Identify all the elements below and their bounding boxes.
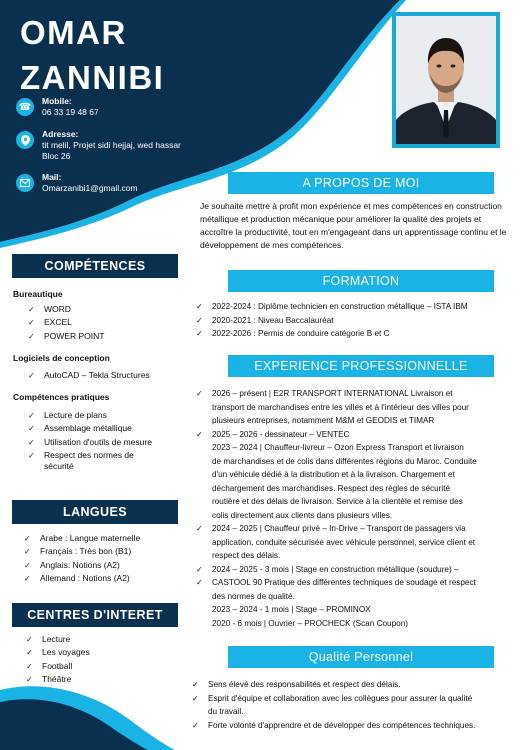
list-item: ✓ Les voyages bbox=[26, 647, 90, 658]
last-name: ZANNIBI bbox=[20, 59, 165, 96]
experience-line: transport de marchandises entre les villes et à l'intérieur des villes pour bbox=[212, 402, 469, 412]
experience-line: respect des délais. bbox=[212, 551, 281, 560]
apropos-text: Je souhaite mettre à profit mon expérience et mes compétences en construction métallique et production mécanique pour améliorer la qualité des projets et accroître la productivité, tout en m'engageant dans un apprentissage continu et le développement de mes compétences. bbox=[200, 201, 507, 250]
list-item: ✓ 2020-2021 : Niveau Baccalauréat bbox=[196, 314, 516, 328]
experience-list bbox=[196, 387, 516, 630]
list-item: ✓ Football bbox=[26, 660, 73, 671]
experience-line: 2023 – 2024 | Chauffeur-livreur – Ozon Express Transport et livraison bbox=[212, 443, 464, 452]
list-item: ✓ Utilisation d'outils de mesure bbox=[28, 436, 152, 447]
mail-value: Omarzanibi1@gmail.com bbox=[42, 183, 138, 193]
experience-line: application, conduite sécurisée avec véhicule personnel, service client et bbox=[212, 537, 476, 547]
mail-label: Mail: bbox=[42, 172, 62, 182]
list-item: ✓ CASTOOL 90 Pratique des différentes techniques de soudage et respect bbox=[196, 576, 516, 590]
check-icon: ✓ bbox=[196, 429, 203, 439]
bureautique-list bbox=[28, 304, 188, 344]
contact-mobile bbox=[16, 96, 206, 118]
address-line-1: tit melil, Projet sidi hejjaj, wed hassar bbox=[42, 140, 181, 150]
check-icon: ✓ bbox=[26, 635, 33, 644]
check-icon: ✓ bbox=[196, 524, 203, 533]
list-item: ✓ 2024 – 2025 | Chauffeur privé – In-Drive – Transport de passagers via bbox=[196, 522, 516, 536]
pratiques-list bbox=[28, 410, 158, 475]
check-icon: ✓ bbox=[26, 648, 33, 658]
check-icon: ✓ bbox=[196, 389, 203, 398]
location-pin-icon bbox=[16, 131, 34, 149]
check-icon: ✓ bbox=[196, 329, 203, 338]
formation-heading: FORMATION bbox=[228, 270, 494, 292]
list-item: ✓ Forte volonté d'apprendre et de développer des compétences techniques. bbox=[192, 719, 522, 733]
check-icon: ✓ bbox=[28, 424, 35, 434]
experience-line: déchargement des marchandises. Respect des règles de sécurité bbox=[212, 483, 451, 493]
competences-heading: COMPÉTENCES bbox=[12, 254, 178, 278]
footer-wave bbox=[0, 680, 200, 750]
address-line-2: Bloc 26 bbox=[42, 151, 71, 161]
experience-line: plusieurs entreprises, notamment M&M et GEODIS et TIMAR bbox=[212, 416, 435, 425]
check-icon: ✓ bbox=[192, 693, 199, 703]
check-icon: ✓ bbox=[28, 331, 35, 341]
experience-line: 2023 – 2024 - 1 mois | Stage – PROMINOX bbox=[212, 605, 371, 614]
conception-label: Logiciels de conception bbox=[13, 353, 110, 363]
pratiques-label: Compétences pratiques bbox=[13, 392, 110, 402]
list-item: ✓ 2022-2024 : Diplôme technicien en construction métallique – ISTA IBM bbox=[196, 300, 516, 314]
mobile-label: Mobile: bbox=[42, 96, 72, 106]
experience-heading: EXPERIENCE PROFESSIONNELLE bbox=[228, 355, 494, 377]
check-icon: ✓ bbox=[28, 371, 35, 380]
langues-list bbox=[24, 533, 194, 586]
list-item: ✓ WORD bbox=[28, 304, 71, 314]
contact-mail bbox=[16, 172, 206, 194]
apropos-heading: A PROPOS DE MOI bbox=[228, 172, 494, 194]
phone-icon: ☎ bbox=[16, 98, 34, 116]
list-item: ✓ Allemand : Notions (A2) bbox=[24, 572, 130, 583]
list-item: ✓ 2026 – présent | E2R TRANSPORT INTERNATIONAL Livraison et bbox=[196, 387, 516, 401]
check-icon: ✓ bbox=[192, 720, 199, 730]
list-item: ✓ 2022-2026 : Permis de conduire catégorie B et C bbox=[196, 327, 516, 341]
check-icon: ✓ bbox=[26, 674, 33, 684]
name-block bbox=[20, 10, 164, 100]
check-icon: ✓ bbox=[196, 315, 203, 325]
address-label: Adresse: bbox=[42, 129, 79, 139]
check-icon: ✓ bbox=[28, 318, 35, 328]
conception-list bbox=[28, 370, 188, 383]
formation-list bbox=[196, 300, 516, 341]
list-item: ✓ Lecture de plans bbox=[28, 410, 107, 420]
first-name: OMAR bbox=[20, 14, 127, 51]
langues-heading: LANGUES bbox=[12, 500, 178, 524]
contact-address bbox=[16, 129, 206, 162]
list-item: ✓ Respect des normes de sécurité bbox=[28, 449, 134, 472]
list-item: ✓ Anglais: Notions (A2) bbox=[24, 559, 120, 570]
check-icon: ✓ bbox=[28, 305, 35, 314]
list-item: ✓ Arabe : Langue maternelle bbox=[24, 533, 141, 543]
qualite-line: du travail. bbox=[208, 707, 244, 716]
check-icon: ✓ bbox=[28, 437, 35, 447]
list-item: ✓ Théâtre bbox=[26, 673, 72, 684]
experience-line: des normes de qualité. bbox=[212, 591, 295, 601]
list-item: ✓ 2024 – 2025 - 3 mois | Stage en construction métallique (soudure) – bbox=[196, 563, 516, 577]
list-item: ✓ Lecture bbox=[26, 634, 71, 644]
check-icon: ✓ bbox=[196, 564, 203, 574]
check-icon: ✓ bbox=[192, 680, 199, 689]
experience-line: d'un véhicule dédié à la distribution et à la livraison. Chargement et bbox=[212, 470, 455, 479]
check-icon: ✓ bbox=[24, 560, 31, 570]
list-item: ✓ Assemblage métallique bbox=[28, 423, 132, 434]
list-item: ✓ Esprit d'équipe et collaboration avec les collègues pour assurer la qualité bbox=[192, 692, 522, 706]
experience-line: routière et des délais de livraison. Service à la clientèle et remise des bbox=[212, 497, 463, 506]
profile-photo bbox=[392, 12, 500, 148]
experience-line: 2020 - 6 mois | Ouvrier – PROCHECK (Scan Coupon) bbox=[212, 618, 408, 628]
interets-list bbox=[26, 634, 176, 687]
list-item: ✓ AutoCAD – Tekla Structures bbox=[28, 370, 150, 380]
qualite-heading: Qualité Personnel bbox=[228, 646, 494, 668]
experience-line: de marchandises et de colis dans différentes régions du Maroc. Conduite bbox=[212, 456, 477, 466]
list-item: ✓ Sens élevé des responsabilités et respect des délais. bbox=[192, 678, 522, 692]
list-item: ✓ Français : Très bon (B1) bbox=[24, 546, 132, 557]
bureautique-label: Bureautique bbox=[13, 289, 63, 299]
mail-icon bbox=[16, 174, 34, 192]
experience-line: colis directement aux clients dans plusieurs villes. bbox=[212, 510, 393, 520]
check-icon: ✓ bbox=[196, 578, 203, 587]
check-icon: ✓ bbox=[26, 661, 33, 671]
check-icon: ✓ bbox=[28, 450, 35, 460]
check-icon: ✓ bbox=[24, 573, 31, 583]
check-icon: ✓ bbox=[24, 534, 31, 543]
list-item: ✓ 2025 – 2026 - dessinateur – VENTEC bbox=[196, 428, 516, 442]
check-icon: ✓ bbox=[24, 547, 31, 557]
mobile-value: 06 33 19 48 67 bbox=[42, 107, 99, 117]
check-icon: ✓ bbox=[196, 302, 203, 311]
check-icon: ✓ bbox=[28, 411, 35, 420]
list-item: ✓ POWER POINT bbox=[28, 330, 105, 341]
list-item: ✓ EXCEL bbox=[28, 317, 72, 328]
qualite-list bbox=[192, 678, 522, 732]
interets-heading: CENTRES D'INTERET bbox=[12, 603, 178, 627]
